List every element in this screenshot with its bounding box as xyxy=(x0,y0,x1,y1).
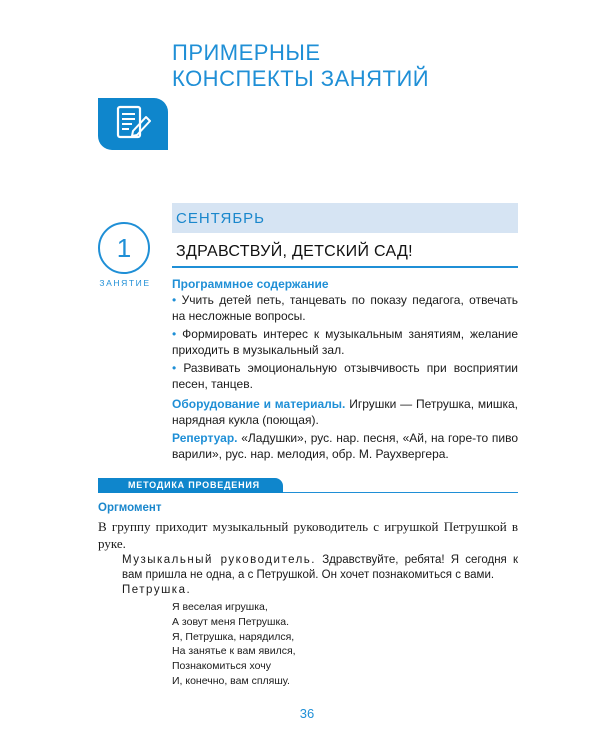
repertoire-text: «Ладушки», рус. нар. песня, «Ай, на горе-то пиво варили», рус. нар. мелодия, обр. М. Раухвергера. xyxy=(172,431,518,461)
poem-line: Я, Петрушка, нарядился, xyxy=(172,630,295,643)
poem-line: Я веселая игрушка, xyxy=(172,601,268,613)
month-label: СЕНТЯБРЬ xyxy=(176,210,266,227)
equipment-heading: Оборудование и материалы. xyxy=(172,397,346,411)
bullet-icon: • xyxy=(172,293,177,307)
document-edit-icon xyxy=(116,105,152,143)
chapter-title xyxy=(172,40,502,92)
chapter-icon-box xyxy=(98,98,168,150)
equipment-text: Игрушки — Петрушка, мишка, нарядная кукла (поющая). xyxy=(172,397,518,427)
poem-line: На занятье к вам явился, xyxy=(172,645,296,658)
equipment-paragraph xyxy=(172,396,518,428)
program-heading: Программное содержание xyxy=(172,277,329,291)
method-heading: МЕТОДИКА ПРОВЕДЕНИЯ xyxy=(128,480,260,490)
month-bar xyxy=(172,203,518,233)
lesson-label: ЗАНЯТИЕ xyxy=(99,278,151,288)
repertoire-heading: Репертуар. xyxy=(172,431,238,445)
lesson-title: ЗДРАВСТВУЙ, ДЕТСКИЙ САД! xyxy=(176,243,413,260)
lesson-number: 1 xyxy=(98,222,150,274)
program-bullet-1 xyxy=(172,292,518,324)
program-bullet-3 xyxy=(172,360,518,392)
page-number: 36 xyxy=(299,706,315,721)
poem-line: А зовут меня Петрушка. xyxy=(172,615,290,628)
program-bullet-text: Развивать эмоциональную отзывчивость при восприятии песен, танцев. xyxy=(172,361,518,391)
speech-text: Здравствуйте, ребята! Я сегодня к вам пришла не одна, а с Петрушкой. Он хочет познакомиться с вами. xyxy=(122,554,518,581)
speech-paragraph xyxy=(122,553,518,583)
program-bullet-text: Формировать интерес к музыкальным занятиям, желание приходить в музыкальный зал. xyxy=(172,327,518,357)
speaker-name: Музыкальный руководитель. xyxy=(122,554,316,566)
section-heading: Оргмомент xyxy=(98,502,162,514)
repertoire-paragraph xyxy=(172,430,518,462)
bullet-icon: • xyxy=(172,327,177,341)
bullet-icon: • xyxy=(172,361,177,375)
method-bar xyxy=(98,478,283,493)
program-bullet-2 xyxy=(172,326,518,358)
title-divider xyxy=(172,266,518,268)
chapter-title-line-2: КОНСПЕКТЫ ЗАНЯТИЙ xyxy=(172,66,430,91)
narrative-paragraph: В группу приходит музыкальный руководитель с игрушкой Петрушкой в руке. xyxy=(98,519,518,551)
poem xyxy=(172,600,296,689)
poem-line: И, конечно, вам спляшу. xyxy=(172,674,290,687)
program-bullet-text: Учить детей петь, танцевать по показу педагога, отвечать на несложные вопросы. xyxy=(172,293,518,323)
chapter-title-line-1: ПРИМЕРНЫЕ xyxy=(172,40,321,65)
speaker-name-2: Петрушка. xyxy=(122,584,192,596)
method-divider xyxy=(283,492,518,493)
poem-line: Познакомиться хочу xyxy=(172,660,271,673)
